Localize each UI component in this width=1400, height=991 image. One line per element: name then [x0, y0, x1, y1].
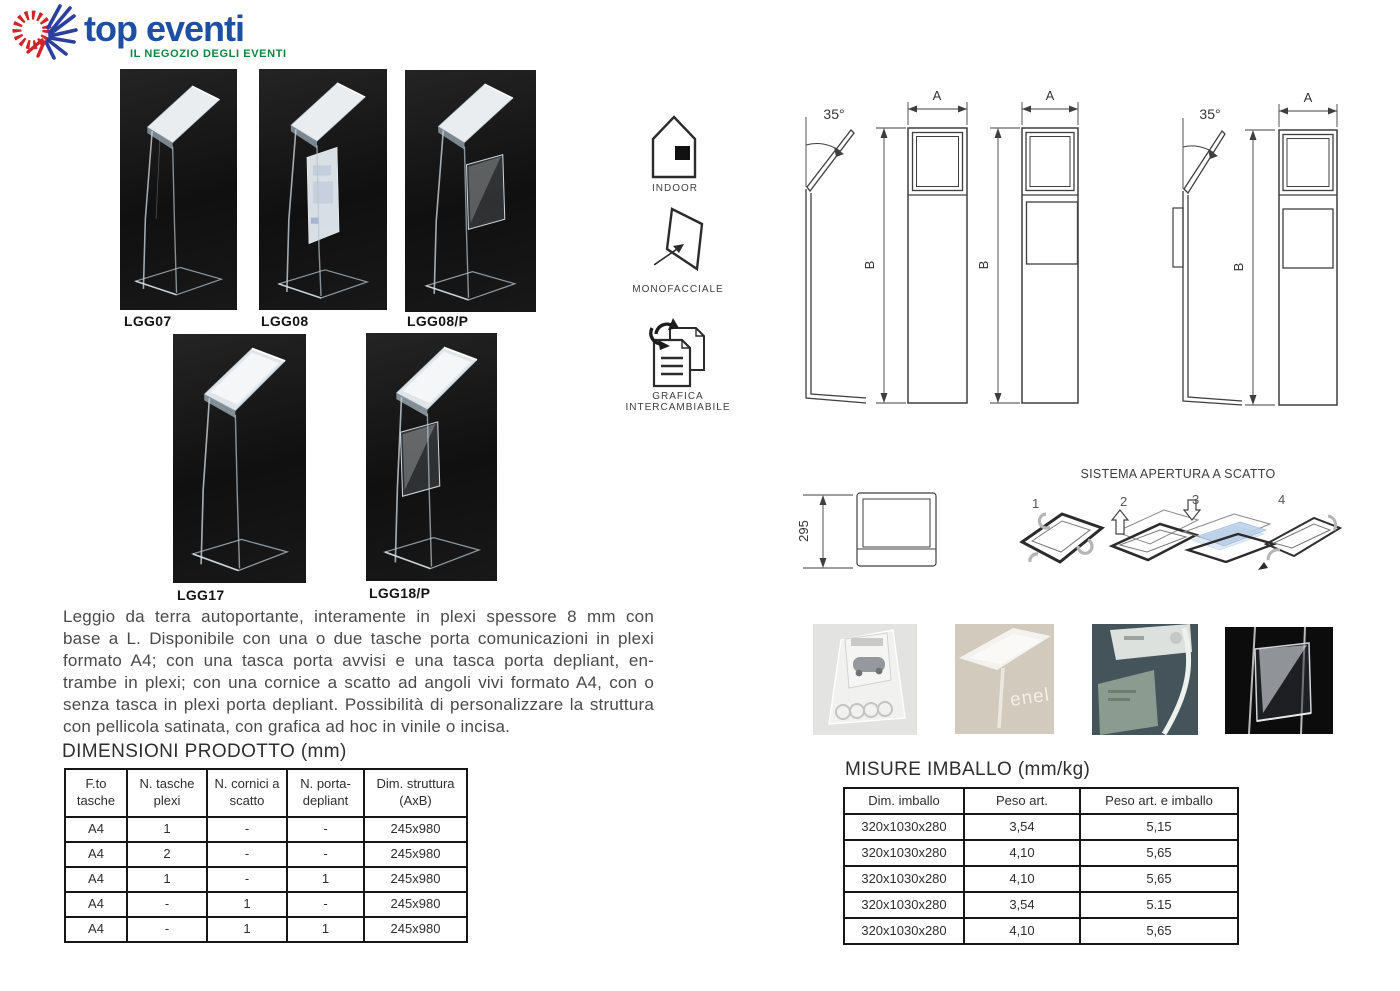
dimensioni-prodotto-table — [64, 768, 468, 943]
description-line: con pellicola satinata, con grafica ad hoc in vinile o incisa. — [63, 717, 511, 736]
misure-imballo-table — [843, 787, 1239, 945]
product-photo-lgg08 — [259, 69, 387, 310]
column-header: N. cornici a scatto — [207, 769, 287, 817]
step-number: 3 — [1192, 492, 1200, 507]
product-photo-lgg17 — [173, 334, 306, 583]
table-cell: - — [207, 867, 287, 892]
table-row — [65, 892, 467, 917]
product-photo-lgg18p — [366, 333, 497, 581]
detail-photo-pocket — [1225, 627, 1333, 734]
table-cell: 320x1030x280 — [844, 840, 964, 866]
lectern-photo-art — [173, 334, 306, 583]
detail-photo-frame-corner — [1092, 624, 1198, 735]
step-number: 1 — [1032, 496, 1040, 511]
sistema-diagram — [1012, 488, 1342, 576]
dim-b-label: B — [976, 260, 991, 270]
table-cell: 1 — [207, 917, 287, 942]
table-cell: 1 — [287, 867, 364, 892]
sistema-title: SISTEMA APERTURA A SCATTO — [1080, 467, 1276, 481]
description-line: senza tasca in plexi porta depliant. Possibilità di personalizzare la struttura — [63, 695, 654, 714]
enel-engraving: enel — [1008, 684, 1052, 711]
column-header: Dim. struttura (AxB) — [364, 769, 467, 817]
table-cell: 245x980 — [364, 817, 467, 842]
table-cell: A4 — [65, 867, 127, 892]
logo-text — [84, 8, 287, 60]
table-cell: 3,54 — [964, 892, 1080, 918]
table-cell: 5,65 — [1080, 866, 1238, 892]
description — [63, 606, 654, 738]
table-cell: - — [287, 892, 364, 917]
column-header: Peso art. e imballo — [1080, 788, 1238, 814]
logo — [8, 4, 287, 62]
column-header: N. tasche plexi — [127, 769, 207, 817]
table-cell: - — [127, 917, 207, 942]
table-row — [65, 917, 467, 942]
detail-photo-art — [955, 624, 1054, 734]
header-row — [65, 769, 467, 817]
description-line: base a L. Disponibile con una o due tasche porta comunicazioni in plexi — [63, 629, 654, 648]
table-row — [844, 918, 1238, 944]
tech-drawing-right-group — [1158, 83, 1348, 418]
table-cell: 1 — [127, 817, 207, 842]
dim-b-label: B — [862, 260, 877, 270]
table-row — [844, 840, 1238, 866]
logo-burst-icon — [8, 4, 78, 62]
table-row — [844, 892, 1238, 918]
header-row — [844, 788, 1238, 814]
table-cell: A4 — [65, 917, 127, 942]
detail-photo-art — [1225, 627, 1333, 734]
description-line: trambe in plexi; con una cornice a scatto ad angoli vivi formato A4, con o — [63, 673, 654, 692]
product-photo-lgg08p — [405, 70, 536, 312]
dimensioni-title: DIMENSIONI PRODOTTO (mm) — [62, 741, 347, 762]
table-cell: - — [287, 817, 364, 842]
table-cell: - — [127, 892, 207, 917]
table-cell: 1 — [207, 892, 287, 917]
table-cell: 5.15 — [1080, 892, 1238, 918]
monofacciale-label: MONOFACCIALE — [632, 284, 724, 295]
detail-photo-art — [813, 624, 917, 735]
column-header: F.to tasche — [65, 769, 127, 817]
table-cell: A4 — [65, 842, 127, 867]
table-row — [65, 867, 467, 892]
column-header: N. porta-depliant — [287, 769, 364, 817]
product-label: LGG07 — [124, 313, 172, 329]
table-row — [65, 817, 467, 842]
detail-photo-enel-engraving — [955, 624, 1054, 734]
table-cell: 1 — [287, 917, 364, 942]
table-cell: 3,54 — [964, 814, 1080, 840]
brand-tagline: IL NEGOZIO DEGLI EVENTI — [130, 48, 287, 60]
column-header: Dim. imballo — [844, 788, 964, 814]
table-cell: 2 — [127, 842, 207, 867]
table-cell: - — [207, 817, 287, 842]
angle-label: 35° — [823, 106, 845, 122]
table-cell: 5,65 — [1080, 840, 1238, 866]
table-cell: 1 — [127, 867, 207, 892]
table-cell: - — [287, 842, 364, 867]
column-header: Peso art. — [964, 788, 1080, 814]
table-cell: 320x1030x280 — [844, 918, 964, 944]
table-cell: 245x980 — [364, 842, 467, 867]
table-cell: 320x1030x280 — [844, 892, 964, 918]
table-cell: 245x980 — [364, 867, 467, 892]
table-cell: 5,15 — [1080, 814, 1238, 840]
table-cell: A4 — [65, 892, 127, 917]
pocket-dimension-drawing — [793, 483, 948, 578]
dim-b-label: B — [1231, 262, 1246, 272]
dim-a-label: A — [932, 88, 942, 103]
table-cell: 320x1030x280 — [844, 866, 964, 892]
product-label: LGG17 — [177, 587, 225, 603]
tech-drawing-left-group — [790, 83, 1090, 418]
step-number: 4 — [1278, 492, 1286, 507]
table-row — [844, 814, 1238, 840]
description-line: Leggio da terra autoportante, interamente in plexi spessore 8 mm con — [63, 607, 654, 626]
misure-title: MISURE IMBALLO (mm/kg) — [845, 759, 1091, 780]
step-number: 2 — [1120, 494, 1128, 509]
table-cell: A4 — [65, 817, 127, 842]
table-cell: - — [207, 842, 287, 867]
lectern-photo-art — [120, 69, 237, 310]
brand-name: top eventi — [84, 8, 245, 49]
lectern-photo-art — [405, 70, 536, 312]
detail-photo-brochure — [813, 624, 917, 735]
table-cell: 5,65 — [1080, 918, 1238, 944]
dim-a-label: A — [1303, 90, 1313, 105]
grafica-intercambiabile-icon — [644, 314, 712, 390]
indoor-label: INDOOR — [652, 183, 698, 194]
dim-a-label: A — [1045, 88, 1055, 103]
table-cell: 4,10 — [964, 918, 1080, 944]
table-cell: 320x1030x280 — [844, 814, 964, 840]
table-cell: 4,10 — [964, 840, 1080, 866]
product-photo-lgg07 — [120, 69, 237, 310]
pocket-height-label: 295 — [796, 520, 811, 542]
product-label: LGG08/P — [407, 313, 469, 329]
lectern-photo-art — [259, 69, 387, 310]
table-cell: 4,10 — [964, 866, 1080, 892]
product-label: LGG08 — [261, 313, 309, 329]
table-cell: 245x980 — [364, 917, 467, 942]
lectern-photo-art — [366, 333, 497, 581]
description-line: formato A4; con una tasca porta avvisi e una tasca porta depliant, en- — [63, 651, 654, 670]
table-row — [65, 842, 467, 867]
table-row — [844, 866, 1238, 892]
detail-photo-art — [1092, 624, 1198, 735]
table-cell: 245x980 — [364, 892, 467, 917]
indoor-icon — [648, 111, 700, 181]
product-label: LGG18/P — [369, 585, 431, 601]
angle-label: 35° — [1199, 106, 1221, 122]
grafica-intercambiabile-label: GRAFICA INTERCAMBIABILE — [625, 391, 731, 413]
monofacciale-icon — [654, 207, 706, 281]
